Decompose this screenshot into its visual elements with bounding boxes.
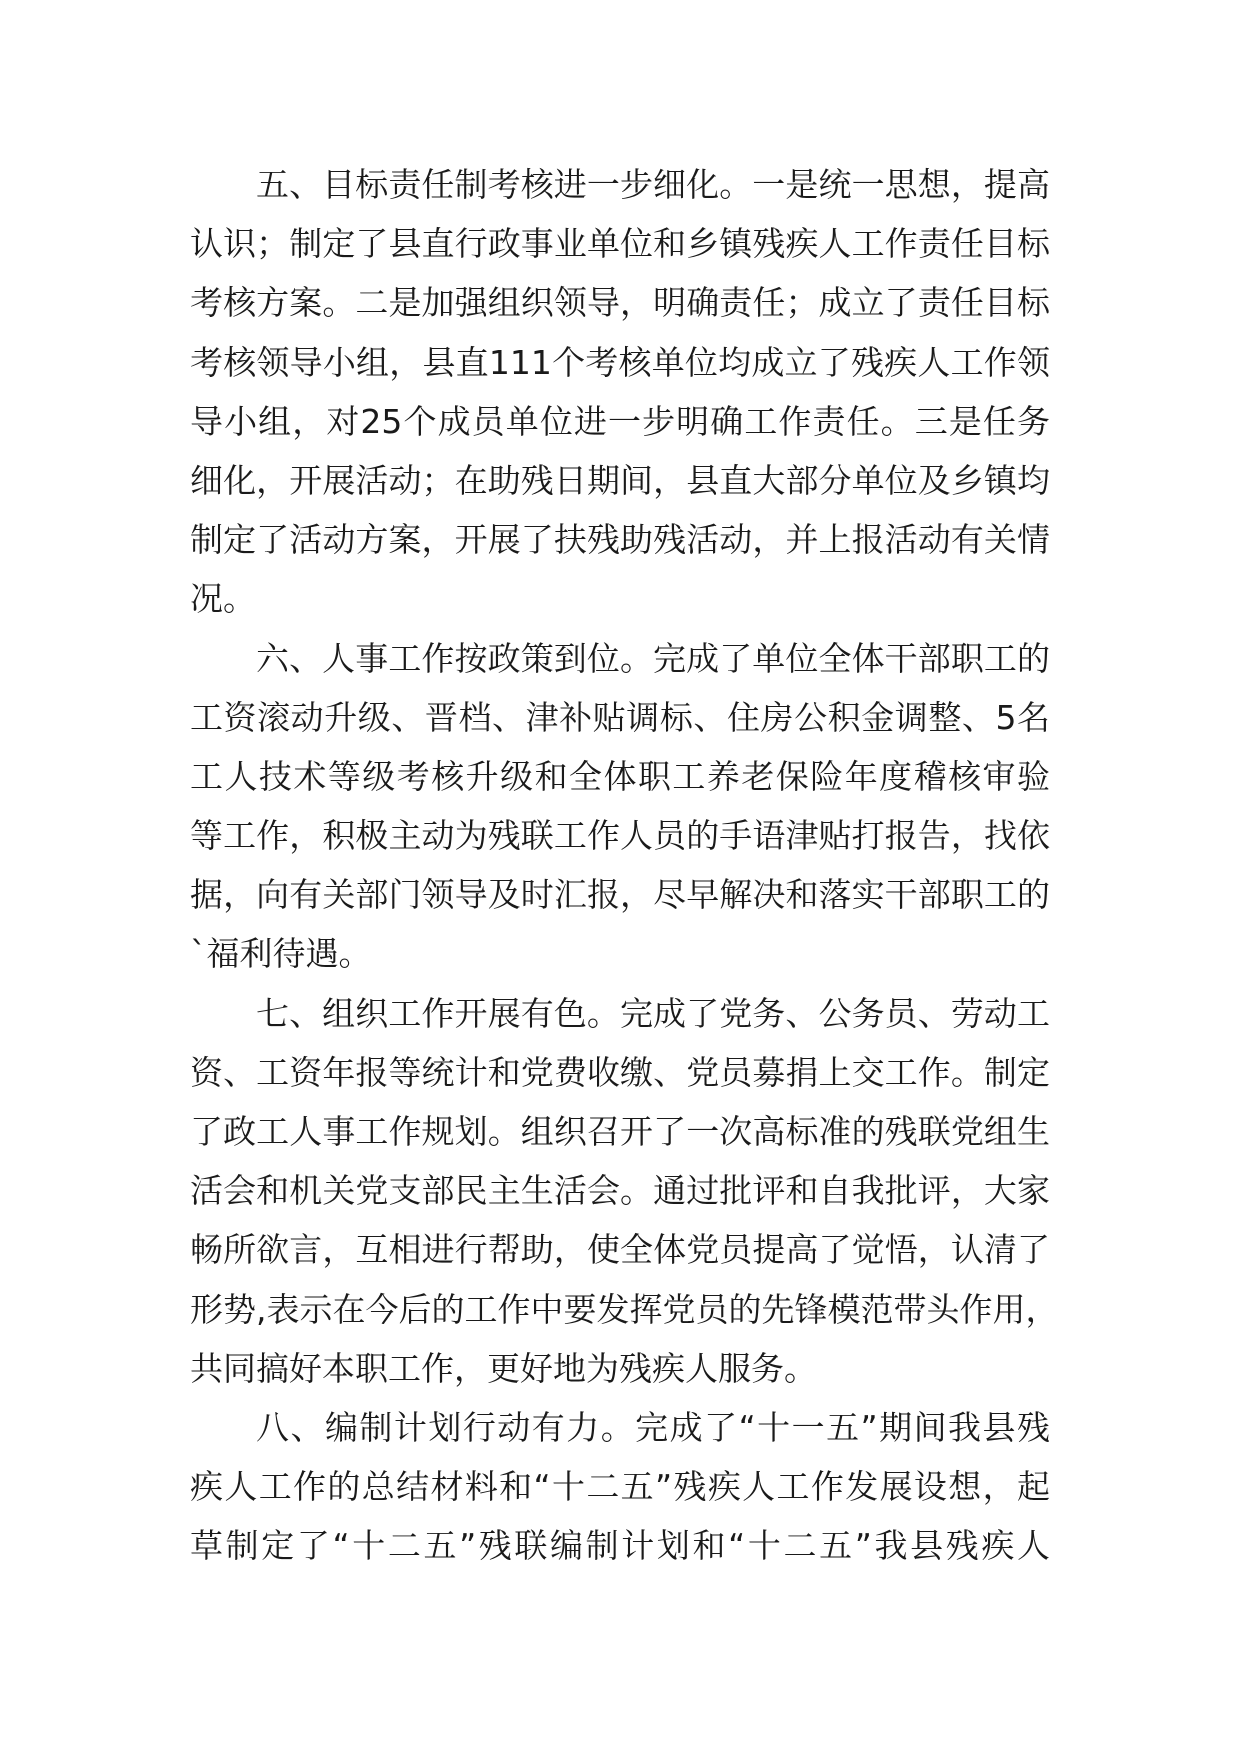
paragraph-line: 考核领导小组，县直111个考核单位均成立了残疾人工作领: [190, 342, 1050, 382]
paragraph-7: [190, 984, 1059, 1398]
paragraph-line: 草制定了“十二五”残联编制计划和“十二五”我县残疾人: [190, 1526, 1050, 1566]
paragraph-line: 了政工人事工作规划。组织召开了一次高标准的残联党组生: [190, 1112, 1050, 1151]
paragraph-line: 五、目标责任制考核进一步细化。一是统一思想，提高: [256, 165, 1050, 204]
paragraph-line: 形势,表示在今后的工作中要发挥党员的先锋模范带头作用，: [190, 1289, 1059, 1329]
paragraph-line: 共同搞好本职工作，更好地为残疾人服务。: [190, 1348, 817, 1388]
paragraph-6: [190, 629, 1050, 984]
paragraph-line: 细化，开展活动；在助残日期间，县直大部分单位及乡镇均: [190, 460, 1050, 500]
document-body: [190, 155, 1059, 1576]
paragraph-line: 认识；制定了县直行政事业单位和乡镇残疾人工作责任目标: [190, 224, 1050, 264]
paragraph-line: 八、编制计划行动有力。完成了“十一五”期间我县残: [256, 1407, 1050, 1447]
paragraph-8: [190, 1398, 1050, 1576]
paragraph-line: 考核方案。二是加强组织领导，明确责任；成立了责任目标: [190, 283, 1050, 323]
paragraph-line: 六、人事工作按政策到位。完成了单位全体干部职工的: [256, 638, 1050, 678]
paragraph-line: 活会和机关党支部民主生活会。通过批评和自我批评，大家: [190, 1171, 1050, 1211]
paragraph-line: 据，向有关部门领导及时汇报，尽早解决和落实干部职工的: [190, 875, 1050, 915]
paragraph-line: 七、组织工作开展有色。完成了党务、公务员、劳动工: [256, 993, 1050, 1033]
paragraph-5: [190, 155, 1050, 629]
paragraph-line: 资、工资年报等统计和党费收缴、党员募捐上交工作。制定: [190, 1052, 1050, 1092]
paragraph-line: `福利待遇。: [190, 934, 372, 974]
paragraph-line: 况。: [190, 579, 256, 619]
paragraph-line: 导小组，对25个成员单位进一步明确工作责任。三是任务: [190, 401, 1050, 441]
paragraph-line: 工人技术等级考核升级和全体职工养老保险年度稽核审验: [190, 756, 1050, 796]
paragraph-line: 制定了活动方案，开展了扶残助残活动，并上报活动有关情: [190, 520, 1050, 560]
paragraph-line: 疾人工作的总结材料和“十二五”残疾人工作发展设想，起: [190, 1467, 1050, 1507]
paragraph-line: 工资滚动升级、晋档、津补贴调标、住房公积金调整、5名: [190, 697, 1050, 737]
paragraph-line: 畅所欲言，互相进行帮助，使全体党员提高了觉悟，认清了: [190, 1230, 1050, 1270]
paragraph-line: 等工作，积极主动为残联工作人员的手语津贴打报告，找依: [190, 816, 1050, 856]
